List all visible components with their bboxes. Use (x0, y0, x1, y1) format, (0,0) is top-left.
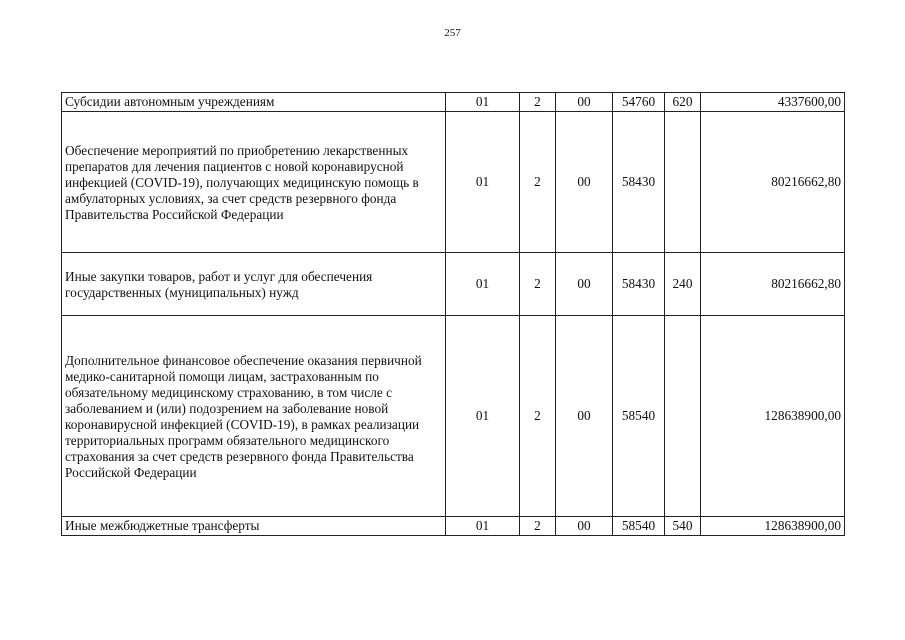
expense-type-code: 240 (665, 253, 701, 316)
expense-type-code (665, 316, 701, 517)
row-description: Дополнительное финансовое обеспечение оказания первичной медико-санитарной помощи лицам, застрахованным по обязательному медицинскому страхованию, в том числе с заболеванием и (или) подозрением на заболевание новой коронавирусной инфекцией (COVID-19), в рамках реализации территориальных программ обязательного медицинского страхования за счет средств резервного фонда Правительства Российской Федерации (62, 316, 446, 517)
table-row (62, 93, 845, 112)
row-description: Обеспечение мероприятий по приобретению лекарственных препаратов для лечения пациентов с новой коронавирусной инфекцией (COVID-19), получающих медицинскую помощь в амбулаторных условиях, за счет средств резервного фонда Правительства Российской Федерации (62, 112, 446, 253)
table-row (62, 316, 845, 517)
row-description: Субсидии автономным учреждениям (62, 93, 446, 112)
program-code: 2 (520, 517, 556, 536)
subprogram-code: 00 (556, 316, 613, 517)
table-row (62, 253, 845, 316)
row-description: Иные межбюджетные трансферты (62, 517, 446, 536)
section-code: 01 (446, 316, 520, 517)
page-number: 257 (444, 27, 461, 39)
section-code: 01 (446, 93, 520, 112)
direction-code: 58430 (613, 112, 665, 253)
subprogram-code: 00 (556, 93, 613, 112)
subprogram-code: 00 (556, 517, 613, 536)
subprogram-code: 00 (556, 112, 613, 253)
section-code: 01 (446, 517, 520, 536)
program-code: 2 (520, 112, 556, 253)
table-row (62, 517, 845, 536)
direction-code: 58540 (613, 517, 665, 536)
amount: 80216662,80 (701, 112, 845, 253)
expense-type-code: 540 (665, 517, 701, 536)
amount: 128638900,00 (701, 316, 845, 517)
row-description: Иные закупки товаров, работ и услуг для обеспечения государственных (муниципальных) нужд (62, 253, 446, 316)
budget-table (61, 92, 845, 536)
direction-code: 58540 (613, 316, 665, 517)
program-code: 2 (520, 316, 556, 517)
section-code: 01 (446, 112, 520, 253)
section-code: 01 (446, 253, 520, 316)
direction-code: 58430 (613, 253, 665, 316)
direction-code: 54760 (613, 93, 665, 112)
expense-type-code (665, 112, 701, 253)
table-row (62, 112, 845, 253)
amount: 128638900,00 (701, 517, 845, 536)
program-code: 2 (520, 253, 556, 316)
amount: 80216662,80 (701, 253, 845, 316)
program-code: 2 (520, 93, 556, 112)
subprogram-code: 00 (556, 253, 613, 316)
expense-type-code: 620 (665, 93, 701, 112)
amount: 4337600,00 (701, 93, 845, 112)
